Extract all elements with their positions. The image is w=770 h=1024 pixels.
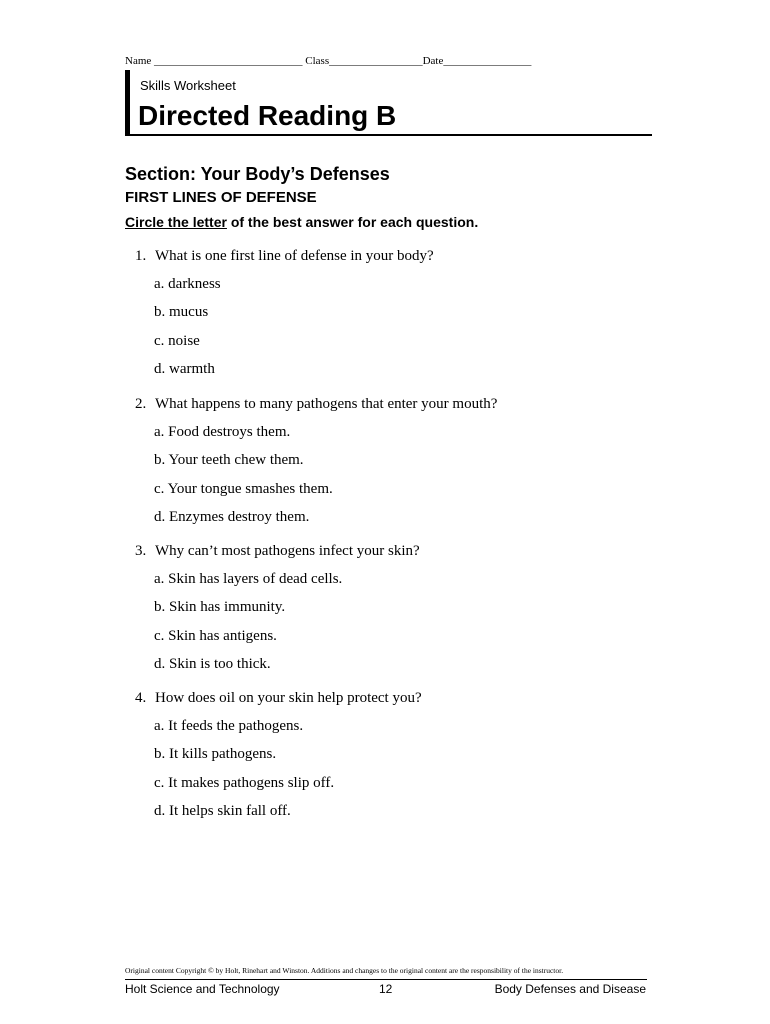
question-text: How does oil on your skin help protect you? — [155, 690, 422, 706]
option-3d[interactable]: d. Skin is too thick. — [154, 656, 271, 672]
option-3b[interactable]: b. Skin has immunity. — [154, 599, 286, 615]
footer-divider — [125, 979, 647, 980]
question-number: 3. — [135, 543, 147, 559]
option-2d[interactable]: d. Enzymes destroy them. — [154, 509, 310, 525]
question-3 — [135, 543, 420, 560]
option-3a[interactable]: a. Skin has layers of dead cells. — [154, 571, 343, 587]
option-4b[interactable]: b. It kills pathogens. — [154, 746, 277, 762]
question-text: Why can’t most pathogens infect your skin? — [155, 543, 420, 559]
section-title: Section: Your Body’s Defenses — [125, 164, 390, 184]
option-4c[interactable]: c. It makes pathogens slip off. — [154, 775, 335, 791]
option-2b[interactable]: b. Your teeth chew them. — [154, 452, 304, 468]
page-number: 12 — [379, 982, 393, 996]
instructions-underlined: Circle the letter — [125, 214, 227, 230]
option-4a[interactable]: a. It feeds the pathogens. — [154, 718, 304, 734]
option-4d[interactable]: d. It helps skin fall off. — [154, 803, 291, 819]
question-number: 1. — [135, 248, 147, 264]
question-4 — [135, 690, 422, 707]
question-text: What is one first line of defense in your body? — [155, 248, 434, 264]
footer-publisher: Holt Science and Technology — [125, 982, 280, 996]
subsection-title: FIRST LINES OF DEFENSE — [125, 189, 317, 206]
page-title: Directed Reading B — [138, 100, 397, 131]
name-class-date-line: Name ___________________________ Class_________________Date________________ — [125, 55, 532, 67]
question-number: 2. — [135, 396, 147, 412]
question-2 — [135, 396, 497, 413]
option-1d[interactable]: d. warmth — [154, 361, 215, 377]
option-1a[interactable]: a. darkness — [154, 276, 221, 292]
footer-chapter: Body Defenses and Disease — [494, 982, 646, 996]
option-3c[interactable]: c. Skin has antigens. — [154, 628, 277, 644]
instructions — [125, 214, 478, 230]
worksheet-type: Skills Worksheet — [140, 78, 236, 93]
option-1b[interactable]: b. mucus — [154, 304, 209, 320]
option-1c[interactable]: c. noise — [154, 333, 200, 349]
option-2c[interactable]: c. Your tongue smashes them. — [154, 481, 333, 497]
option-2a[interactable]: a. Food destroys them. — [154, 424, 291, 440]
instructions-rest: of the best answer for each question. — [226, 214, 479, 230]
question-1 — [135, 248, 434, 265]
copyright-notice: Original content Copyright © by Holt, Rinehart and Winston. Additions and changes to the original content are the responsibility of the instructor. — [125, 966, 564, 975]
question-text: What happens to many pathogens that enter your mouth? — [155, 396, 498, 412]
title-block — [125, 70, 652, 136]
question-number: 4. — [135, 690, 147, 706]
